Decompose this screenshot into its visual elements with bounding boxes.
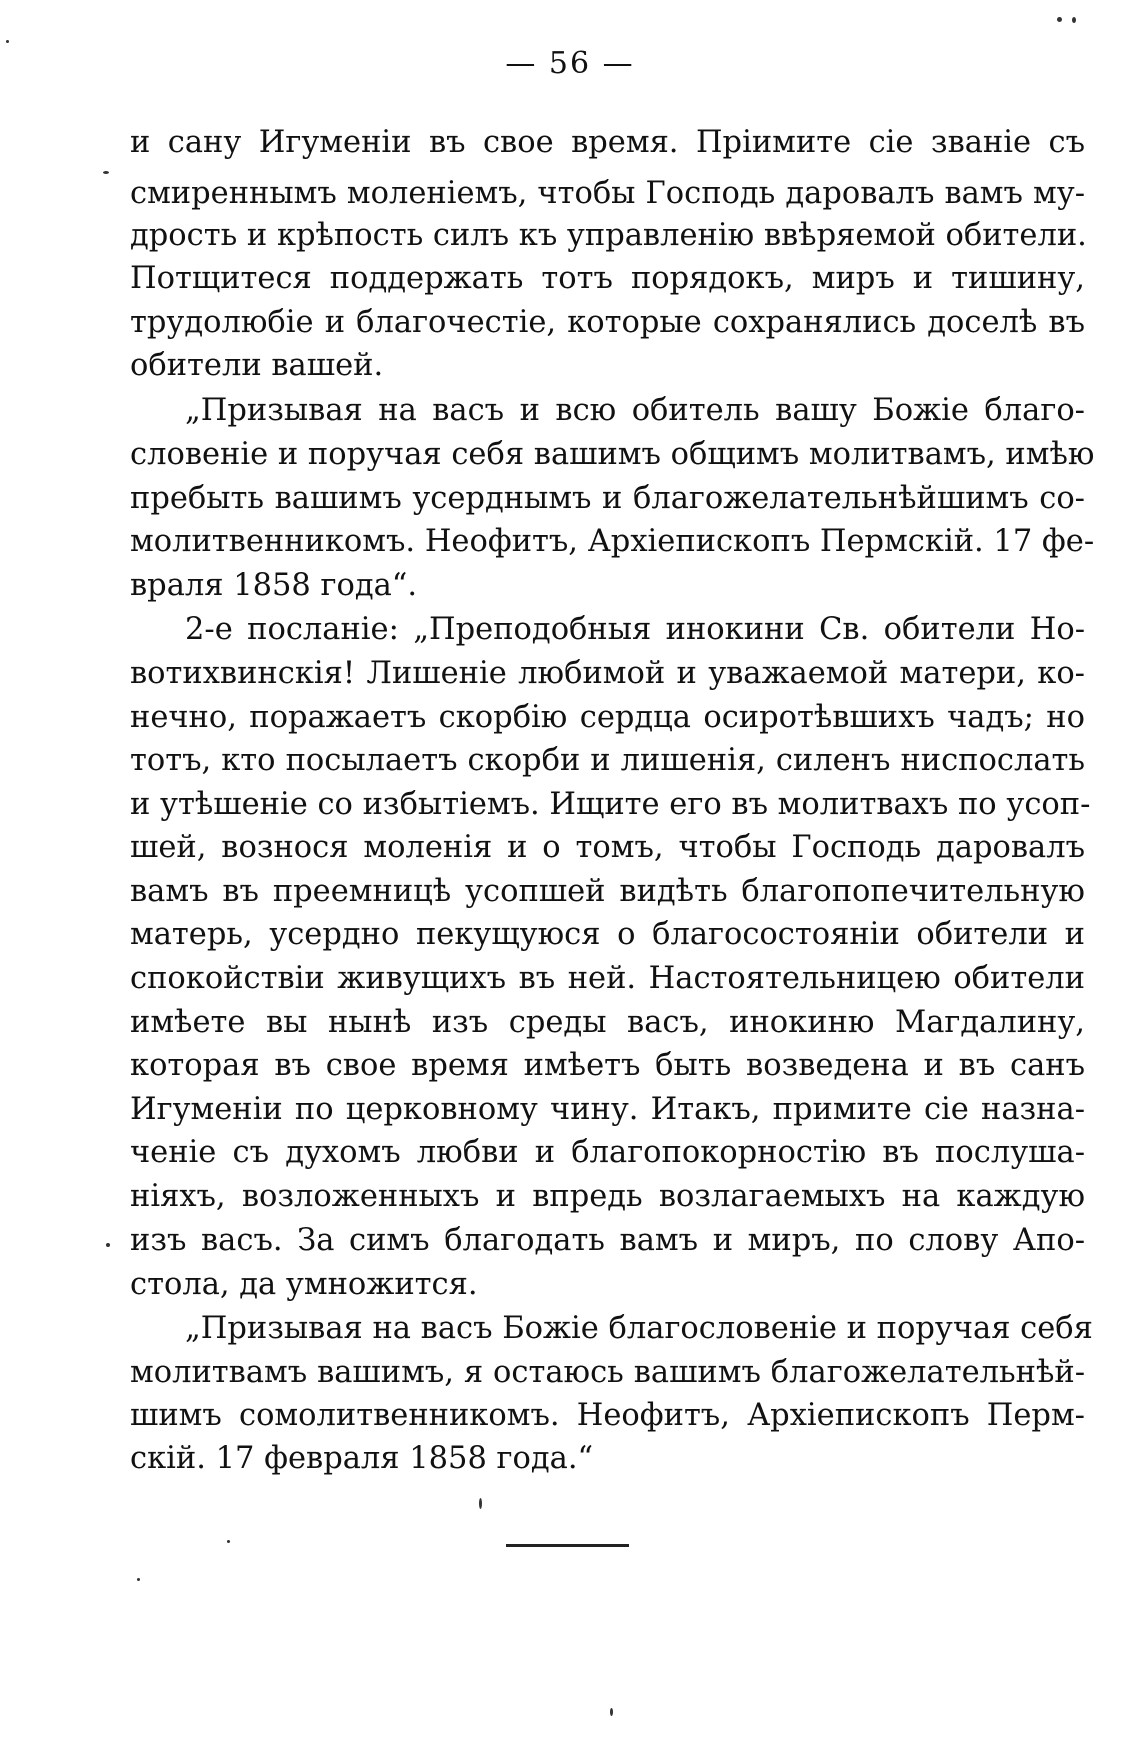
text-line: и сану Игуменіи въ свое время. Пріимите сіе званіе съ xyxy=(130,125,1085,160)
text-line: обители вашей. xyxy=(130,348,384,383)
text-line: словеніе и поручая себя вашимъ общимъ молитвамъ, имѣю xyxy=(130,437,1095,472)
text-line: изъ васъ. За симъ благодать вамъ и миръ, по слову Апо- xyxy=(130,1223,1085,1258)
text-line: вотихвинскія! Лишеніе любимой и уважаемой матери, ко- xyxy=(130,656,1085,691)
text-line: дрость и крѣпость силъ къ управленію ввѣряемой обители. xyxy=(130,218,1087,253)
text-line: 2-е посланіе: „Преподобныя инокини Св. обители Но- xyxy=(185,612,1085,647)
print-speck xyxy=(227,1540,230,1543)
text-line: которая въ свое время имѣетъ быть возведена и въ санъ xyxy=(130,1048,1085,1083)
text-line: матерь, усердно пекущуюся о благосостояніи обители и xyxy=(130,917,1085,952)
text-line: спокойствіи живущихъ въ ней. Настоятельницею обители xyxy=(130,961,1085,996)
text-line: враля 1858 года“. xyxy=(130,568,418,603)
print-speck xyxy=(479,1498,482,1509)
print-speck xyxy=(103,171,109,174)
text-line: смиреннымъ моленіемъ, чтобы Господь даровалъ вамъ му- xyxy=(130,176,1085,211)
text-line: молитвамъ вашимъ, я остаюсь вашимъ благожелательнѣй- xyxy=(130,1355,1085,1390)
print-speck xyxy=(6,40,9,43)
text-line: Игуменіи по церковному чину. Итакъ, примите сіе назна- xyxy=(130,1092,1085,1127)
text-line: нечно, поражаетъ скорбію сердца осиротѣвшихъ чадъ; но xyxy=(130,700,1085,735)
text-line: шей, вознося моленія и о томъ, чтобы Господь даровалъ xyxy=(130,830,1085,865)
print-speck xyxy=(1072,17,1076,23)
text-line: и утѣшеніе со избытіемъ. Ищите его въ молитвахъ по усоп- xyxy=(130,787,1091,822)
print-speck xyxy=(137,1578,140,1581)
text-line: ченіе съ духомъ любви и благопокорностію въ послуша- xyxy=(130,1135,1085,1170)
text-line: ніяхъ, возложенныхъ и впредь возлагаемыхъ на каждую xyxy=(130,1179,1085,1214)
text-line: тотъ, кто посылаетъ скорби и лишенія, силенъ ниспослать xyxy=(130,743,1085,778)
closing-rule xyxy=(506,1544,629,1547)
text-line: вамъ въ преемницѣ усопшей видѣть благопопечительную xyxy=(130,874,1085,909)
text-line: имѣете вы нынѣ изъ среды васъ, инокиню Магдалину, xyxy=(130,1005,1085,1040)
print-speck xyxy=(106,1243,110,1247)
text-line: скій. 17 февраля 1858 года.“ xyxy=(130,1441,594,1476)
text-line: „Призывая на васъ Божіе благословеніе и поручая себя xyxy=(185,1311,1093,1346)
print-speck xyxy=(1057,17,1062,22)
text-line: трудолюбіе и благочестіе, которые сохранялись доселѣ въ xyxy=(130,305,1085,340)
text-line: молитвенникомъ. Неофитъ, Архіепископъ Пермскій. 17 фе- xyxy=(130,524,1095,559)
text-line: стола, да умножится. xyxy=(130,1267,478,1302)
page-number: — 56 — xyxy=(505,46,635,81)
text-line: „Призывая на васъ и всю обитель вашу Божіе благо- xyxy=(185,393,1085,428)
text-line: Потщитеся поддержать тотъ порядокъ, миръ и тишину, xyxy=(130,261,1085,296)
print-speck xyxy=(610,1708,613,1716)
text-line: пребыть вашимъ усерднымъ и благожелательнѣйшимъ со- xyxy=(130,481,1085,516)
text-line: шимъ сомолитвенникомъ. Неофитъ, Архіепископъ Перм- xyxy=(130,1398,1085,1433)
